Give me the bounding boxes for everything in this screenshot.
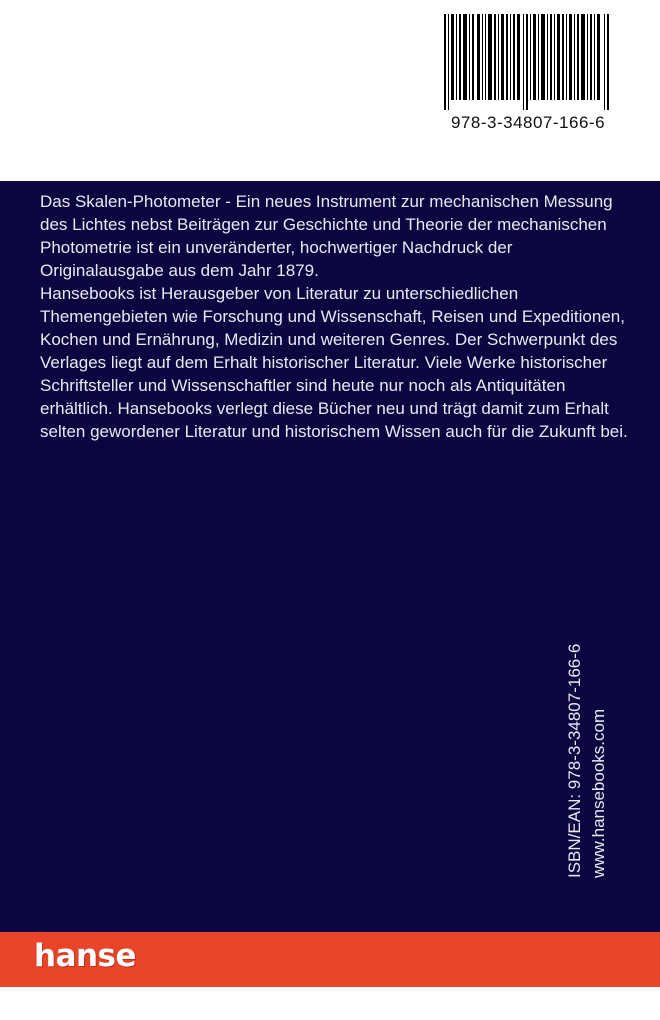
top-band [0,0,660,181]
isbn-text: ISBN/EAN: 978-3-34807-166-6 [565,643,584,878]
description-paragraph-1: Das Skalen-Photometer - Ein neues Instrument zur mechanischen Messung des Lichtes nebst Beiträgen zur Geschichte und Theorie der mechanischen Photometrie ist ein unveränderter, hochwertiger Nachdruck der Originalausgabe aus dem Jahr 1879. [40,192,613,280]
barcode-number: 978-3-34807-166-6 [450,113,606,132]
description-paragraph-2: Hansebooks ist Herausgeber von Literatur zu unterschiedlichen Themengebieten wie Forschung und Wissenschaft, Reisen und Expeditionen, Kochen und Ernährung, Medizin und weiteren Genres. Der Schwerpunkt des Verlages liegt auf dem Erhalt historischer Literatur. Viele Werke historischer Schriftsteller und Wissenschaftler sind heute nur noch als Antiquitäten erhältlich. Hansebooks verlegt diese Bücher neu und trägt damit zum Erhalt selten gewordener Literatur und historischem Wissen auch für die Zukunft bei. [40,284,628,441]
barcode [438,10,618,138]
bottom-band [0,932,660,1020]
website-text: www.hansebooks.com [589,708,608,878]
side-info [563,644,611,878]
hanse-logo: hanse [34,938,137,974]
publisher-bar [0,932,660,987]
barcode-bars-icon [444,14,612,110]
book-description [40,190,630,443]
